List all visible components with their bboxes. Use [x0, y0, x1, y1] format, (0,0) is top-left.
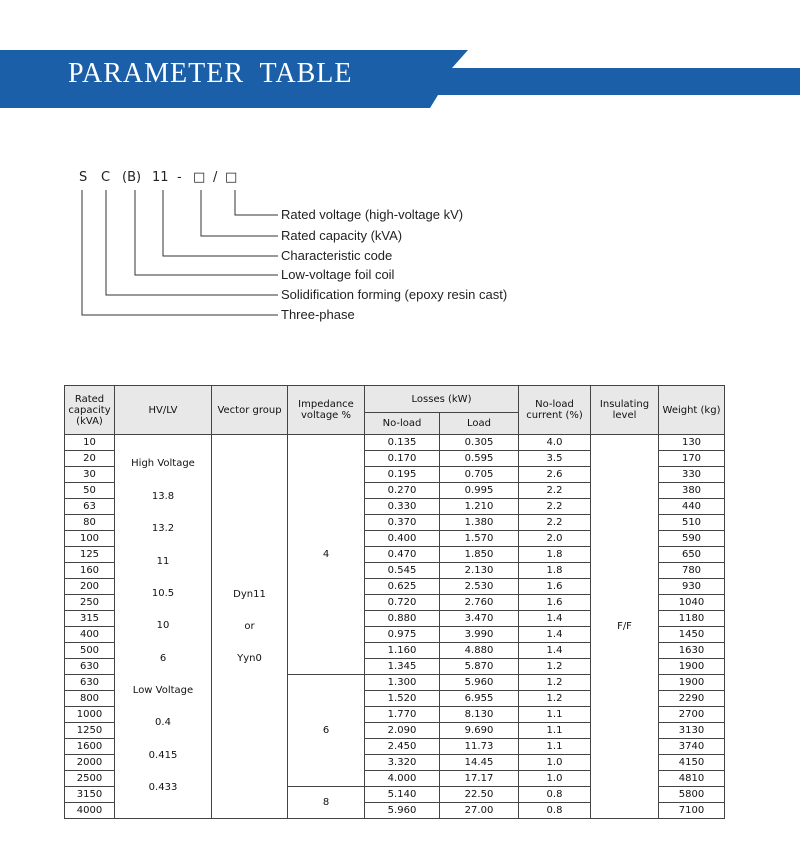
cell-no-load-loss: 0.135 — [365, 435, 440, 451]
hv-lv-value: 0.4 — [155, 717, 171, 729]
cell-load-loss: 0.595 — [440, 451, 519, 467]
cell-weight: 930 — [659, 579, 725, 595]
cell-capacity: 315 — [65, 611, 115, 627]
col-impedance: Impedance voltage % — [288, 386, 365, 435]
cell-no-load-loss: 0.400 — [365, 531, 440, 547]
impedance-cell: 8 — [288, 787, 365, 819]
code-part-box2: □ — [225, 170, 238, 185]
cell-no-load-current: 3.5 — [519, 451, 591, 467]
cell-no-load-loss: 0.975 — [365, 627, 440, 643]
cell-load-loss: 1.850 — [440, 547, 519, 563]
code-part-slash: / — [213, 170, 218, 185]
cell-weight: 650 — [659, 547, 725, 563]
cell-weight: 2290 — [659, 691, 725, 707]
hv-lv-value: High Voltage — [131, 458, 195, 470]
code-part-c: C — [101, 170, 111, 185]
cell-capacity: 400 — [65, 627, 115, 643]
cell-weight: 1040 — [659, 595, 725, 611]
cell-weight: 3130 — [659, 723, 725, 739]
table-row — [65, 435, 725, 451]
cell-no-load-current: 1.1 — [519, 707, 591, 723]
legend-characteristic-code: Characteristic code — [281, 248, 393, 263]
hv-lv-value: 10.5 — [151, 587, 175, 599]
cell-no-load-loss: 0.625 — [365, 579, 440, 595]
cell-capacity: 630 — [65, 675, 115, 691]
hv-lv-value: Low Voltage — [132, 685, 194, 697]
cell-capacity: 4000 — [65, 803, 115, 819]
cell-no-load-current: 4.0 — [519, 435, 591, 451]
vector-group-value: Yyn0 — [237, 652, 262, 664]
cell-weight: 1900 — [659, 675, 725, 691]
cell-no-load-loss: 0.195 — [365, 467, 440, 483]
cell-load-loss: 3.990 — [440, 627, 519, 643]
cell-load-loss: 5.870 — [440, 659, 519, 675]
col-rated-capacity: Rated capacity (kVA) — [65, 386, 115, 435]
cell-no-load-current: 2.0 — [519, 531, 591, 547]
cell-weight: 3740 — [659, 739, 725, 755]
cell-no-load-loss: 0.880 — [365, 611, 440, 627]
cell-no-load-loss: 2.090 — [365, 723, 440, 739]
col-losses: Losses (kW) — [365, 386, 519, 413]
cell-weight: 4150 — [659, 755, 725, 771]
cell-load-loss: 2.530 — [440, 579, 519, 595]
cell-no-load-current: 1.6 — [519, 579, 591, 595]
impedance-cell: 6 — [288, 675, 365, 787]
cell-no-load-current: 1.4 — [519, 611, 591, 627]
cell-capacity: 125 — [65, 547, 115, 563]
legend-foil-coil: Low-voltage foil coil — [281, 267, 395, 282]
col-vector-group: Vector group — [212, 386, 288, 435]
cell-load-loss: 1.570 — [440, 531, 519, 547]
cell-no-load-loss: 3.320 — [365, 755, 440, 771]
legend-line-4 — [135, 190, 278, 275]
col-insulating: Insulating level — [591, 386, 659, 435]
cell-weight: 1630 — [659, 643, 725, 659]
cell-no-load-current: 0.8 — [519, 787, 591, 803]
cell-no-load-current: 1.0 — [519, 755, 591, 771]
cell-no-load-current: 1.2 — [519, 659, 591, 675]
cell-weight: 590 — [659, 531, 725, 547]
cell-no-load-current: 1.1 — [519, 723, 591, 739]
cell-no-load-current: 1.6 — [519, 595, 591, 611]
cell-weight: 510 — [659, 515, 725, 531]
cell-weight: 7100 — [659, 803, 725, 819]
code-part-11: 11 — [152, 170, 169, 185]
legend-line-1 — [235, 190, 278, 215]
legend-rated-capacity: Rated capacity (kVA) — [281, 228, 403, 243]
cell-weight: 330 — [659, 467, 725, 483]
cell-capacity: 630 — [65, 659, 115, 675]
hv-lv-value: 6 — [159, 652, 167, 664]
hv-lv-value: 11 — [156, 555, 170, 567]
cell-load-loss: 5.960 — [440, 675, 519, 691]
cell-weight: 440 — [659, 499, 725, 515]
cell-load-loss: 3.470 — [440, 611, 519, 627]
cell-no-load-current: 1.0 — [519, 771, 591, 787]
cell-capacity: 200 — [65, 579, 115, 595]
cell-load-loss: 11.73 — [440, 739, 519, 755]
cell-capacity: 1000 — [65, 707, 115, 723]
cell-capacity: 2000 — [65, 755, 115, 771]
cell-no-load-loss: 0.170 — [365, 451, 440, 467]
cell-no-load-current: 1.8 — [519, 563, 591, 579]
cell-no-load-loss: 0.330 — [365, 499, 440, 515]
hv-lv-value: 13.2 — [151, 523, 175, 535]
hv-lv-value: 13.8 — [151, 490, 175, 502]
cell-weight: 170 — [659, 451, 725, 467]
col-load: Load — [440, 413, 519, 435]
cell-no-load-loss: 1.520 — [365, 691, 440, 707]
cell-no-load-loss: 1.345 — [365, 659, 440, 675]
vector-group-value: Dyn11 — [233, 588, 266, 600]
cell-no-load-loss: 0.370 — [365, 515, 440, 531]
cell-weight: 1180 — [659, 611, 725, 627]
col-weight: Weight (kg) — [659, 386, 725, 435]
code-part-dash: - — [177, 170, 182, 185]
cell-no-load-current: 2.2 — [519, 515, 591, 531]
cell-no-load-current: 1.8 — [519, 547, 591, 563]
cell-no-load-current: 1.2 — [519, 675, 591, 691]
cell-no-load-current: 1.4 — [519, 643, 591, 659]
cell-no-load-loss: 1.300 — [365, 675, 440, 691]
hv-lv-cell — [115, 435, 212, 819]
cell-no-load-current: 1.2 — [519, 691, 591, 707]
cell-capacity: 20 — [65, 451, 115, 467]
hv-lv-value: 0.415 — [148, 749, 178, 761]
code-part-box1: □ — [193, 170, 206, 185]
cell-no-load-current: 0.8 — [519, 803, 591, 819]
col-no-load: No-load — [365, 413, 440, 435]
cell-capacity: 80 — [65, 515, 115, 531]
cell-load-loss: 27.00 — [440, 803, 519, 819]
cell-weight: 130 — [659, 435, 725, 451]
legend-rated-voltage: Rated voltage (high-voltage kV) — [281, 207, 464, 222]
cell-capacity: 30 — [65, 467, 115, 483]
col-no-load-current: No-load current (%) — [519, 386, 591, 435]
cell-load-loss: 4.880 — [440, 643, 519, 659]
cell-capacity: 63 — [65, 499, 115, 515]
header-banner — [0, 0, 800, 110]
parameter-table — [64, 385, 725, 819]
cell-load-loss: 2.760 — [440, 595, 519, 611]
cell-weight: 1900 — [659, 659, 725, 675]
cell-load-loss: 22.50 — [440, 787, 519, 803]
cell-capacity: 1600 — [65, 739, 115, 755]
legend-solidification: Solidification forming (epoxy resin cast) — [281, 287, 508, 302]
cell-capacity: 800 — [65, 691, 115, 707]
cell-weight: 1450 — [659, 627, 725, 643]
cell-weight: 2700 — [659, 707, 725, 723]
cell-load-loss: 14.45 — [440, 755, 519, 771]
cell-load-loss: 1.380 — [440, 515, 519, 531]
cell-no-load-loss: 0.470 — [365, 547, 440, 563]
cell-load-loss: 9.690 — [440, 723, 519, 739]
cell-no-load-loss: 1.770 — [365, 707, 440, 723]
hv-lv-value: 0.433 — [148, 782, 178, 794]
code-part-b: (B) — [122, 170, 142, 185]
cell-no-load-current: 1.1 — [519, 739, 591, 755]
cell-weight: 4810 — [659, 771, 725, 787]
cell-no-load-loss: 1.160 — [365, 643, 440, 659]
cell-load-loss: 0.705 — [440, 467, 519, 483]
cell-capacity: 2500 — [65, 771, 115, 787]
cell-capacity: 500 — [65, 643, 115, 659]
cell-weight: 780 — [659, 563, 725, 579]
cell-capacity: 1250 — [65, 723, 115, 739]
legend-line-2 — [201, 190, 278, 236]
cell-load-loss: 0.305 — [440, 435, 519, 451]
legend-line-6 — [82, 190, 278, 315]
cell-no-load-loss: 0.720 — [365, 595, 440, 611]
cell-load-loss: 6.955 — [440, 691, 519, 707]
cell-no-load-loss: 4.000 — [365, 771, 440, 787]
legend-line-3 — [163, 190, 278, 256]
impedance-cell: 4 — [288, 435, 365, 675]
page-title: PARAMETER TABLE — [68, 58, 353, 89]
cell-load-loss: 0.995 — [440, 483, 519, 499]
cell-capacity: 10 — [65, 435, 115, 451]
col-hv-lv: HV/LV — [115, 386, 212, 435]
hv-lv-value: 10 — [156, 620, 170, 632]
cell-capacity: 160 — [65, 563, 115, 579]
cell-no-load-loss: 5.960 — [365, 803, 440, 819]
cell-load-loss: 1.210 — [440, 499, 519, 515]
cell-weight: 380 — [659, 483, 725, 499]
cell-capacity: 250 — [65, 595, 115, 611]
legend-three-phase: Three-phase — [281, 307, 355, 322]
cell-capacity: 3150 — [65, 787, 115, 803]
insulating-cell: F/F — [591, 435, 659, 819]
cell-load-loss: 8.130 — [440, 707, 519, 723]
cell-no-load-current: 2.2 — [519, 499, 591, 515]
cell-load-loss: 17.17 — [440, 771, 519, 787]
vector-group-cell — [212, 435, 288, 819]
cell-no-load-loss: 5.140 — [365, 787, 440, 803]
cell-capacity: 100 — [65, 531, 115, 547]
cell-load-loss: 2.130 — [440, 563, 519, 579]
cell-capacity: 50 — [65, 483, 115, 499]
cell-no-load-loss: 0.270 — [365, 483, 440, 499]
cell-no-load-loss: 0.545 — [365, 563, 440, 579]
cell-no-load-current: 2.6 — [519, 467, 591, 483]
vector-group-value: or — [244, 620, 255, 632]
code-part-s: S — [79, 170, 88, 185]
cell-weight: 5800 — [659, 787, 725, 803]
cell-no-load-current: 1.4 — [519, 627, 591, 643]
legend-line-5 — [106, 190, 278, 295]
cell-no-load-loss: 2.450 — [365, 739, 440, 755]
cell-no-load-current: 2.2 — [519, 483, 591, 499]
